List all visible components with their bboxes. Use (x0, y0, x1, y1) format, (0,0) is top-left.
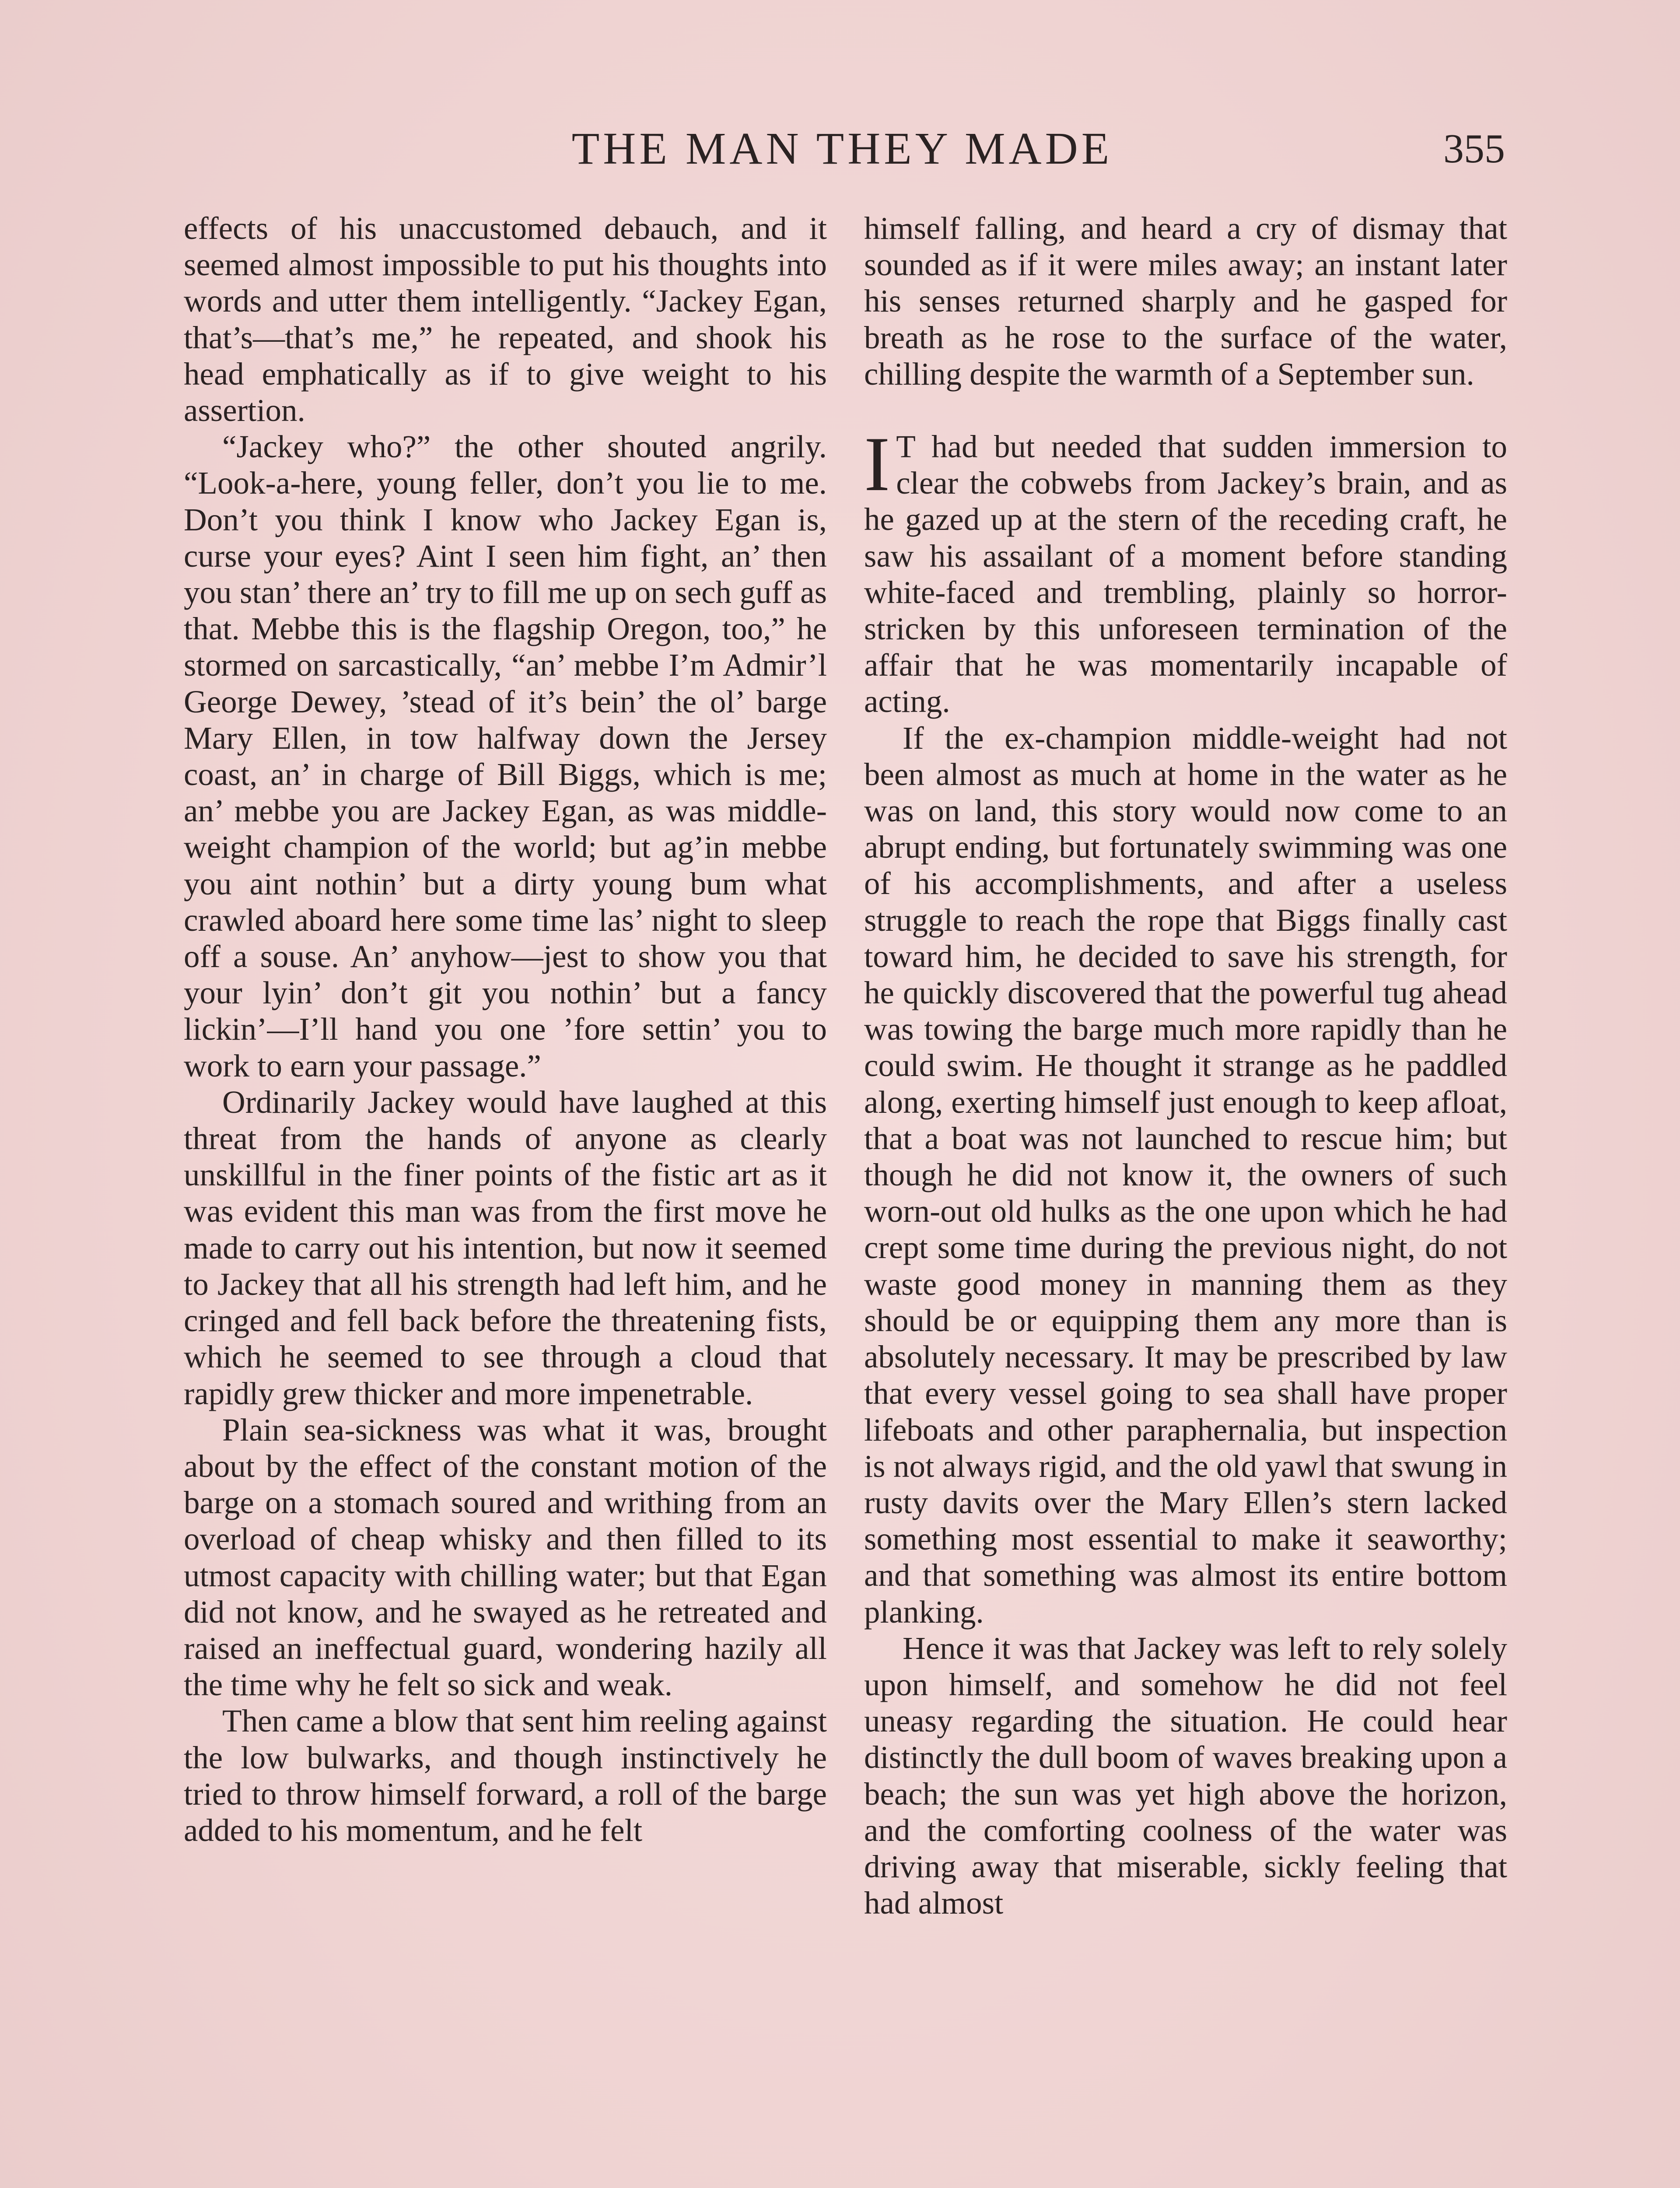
section-opening-paragraph (864, 421, 1507, 720)
drop-cap: I (864, 421, 890, 508)
paragraph: Ordinarily Jackey would have laughed at this threat from the hands of anyone as clearly unskillful in the finer points of the fistic art as it was evident this man was from the first move he made to carry out his intention, but now it seemed to Jackey that all his strength had left him, and he cringed and fell back before the threatening fists, which he seemed to see through a cloud that rapidly grew thicker and more impenetrable. (184, 1084, 827, 1411)
page-number: 355 (1443, 126, 1505, 172)
paragraph: effects of his unaccustomed debauch, and it seemed almost impossible to put his thoughts into words and utter them intelligently. “Jackey Egan, that’s—that’s me,” he repeated, and shook his head emphatically as if to give weight to his assertion. (184, 210, 827, 428)
paragraph: “Jackey who?” the other shouted angrily. “Look-a-here, young feller, don’t you lie to me. Don’t you think I know who Jackey Egan is, curse your eyes? Aint I seen him fight, an’ then you stan’ there an’ try to fill me up on sech guff as that. Mebbe this is the flagship Oregon, too,” he stormed on sarcastically, “an’ mebbe I’m Admir’l George Dewey, ’stead of it’s bein’ the ol’ barge Mary Ellen, in tow halfway down the Jersey coast, an’ in charge of Bill Biggs, which is me; an’ mebbe you are Jackey Egan, as was middle-weight champion of the world; but ag’in mebbe you aint nothin’ but a dirty young bum what crawled aboard here some time las’ night to sleep off a souse. An’ anyhow—jest to show you that your lyin’ don’t git you nothin’ but a fancy lickin’—I’ll hand you one ’fore settin’ you to work to earn your passage.” (184, 429, 827, 1083)
paragraph: himself falling, and heard a cry of dismay that sounded as if it were miles away; an instant later his senses returned sharply and he gasped for breath as he rose to the surface of the water, chilling despite the warmth of a September sun. (864, 210, 1507, 392)
running-title: THE MAN THEY MADE (571, 123, 1113, 174)
left-column (184, 210, 827, 1848)
paragraph: Plain sea-sickness was what it was, brought about by the effect of the constant motion of the barge on a stomach soured and writhing from an overload of cheap whisky and then filled to its utmost capacity with chilling water; but that Egan did not know, and he swayed as he retreated and raised an ineffectual guard, wondering hazily all the time why he felt so sick and weak. (184, 1412, 827, 1703)
paragraph: If the ex-champion middle-weight had not been almost as much at home in the water as he was on land, this story would now come to an abrupt ending, but fortunately swimming was one of his accomplishments, and after a useless struggle to reach the rope that Biggs finally cast toward him, he decided to save his strength, for he quickly discovered that the powerful tug ahead was towing the barge much more rapidly than he could swim. He thought it strange as he paddled along, exerting himself just enough to keep afloat, that a boat was not launched to rescue him; but though he did not know it, the owners of such worn-out old hulks as the one upon which he had crept some time during the previous night, do not waste good money in manning them as they should be or equipping them any more than is absolutely necessary. It may be prescribed by law that every vessel going to sea shall have proper lifeboats and other paraphernalia, but inspection is not always rigid, and the old yawl that swung in rusty davits over the Mary Ellen’s stern lacked something most essential to make it seaworthy; and that something was almost its entire bottom planking. (864, 720, 1507, 1630)
right-column (864, 210, 1507, 1921)
paragraph: Hence it was that Jackey was left to rely solely upon himself, and somehow he did not feel uneasy regarding the situation. He could hear distinctly the dull boom of waves breaking upon a beach; the sun was yet high above the horizon, and the comforting coolness of the water was driving away that miserable, sickly feeling that had almost (864, 1630, 1507, 1921)
paragraph: Then came a blow that sent him reeling against the low bulwarks, and though instinctively he tried to throw himself forward, a roll of the barge added to his momentum, and he felt (184, 1703, 827, 1848)
section-opening-text: T had but needed that sudden immersion to clear the cobwebs from Jackey’s brain, and as he gazed up at the stern of the receding craft, he saw his assailant of a moment before standing white-faced and trembling, plainly so horror-stricken by this unforeseen termination of the affair that he was momentarily incapable of acting. (864, 429, 1507, 719)
running-head (179, 123, 1505, 175)
